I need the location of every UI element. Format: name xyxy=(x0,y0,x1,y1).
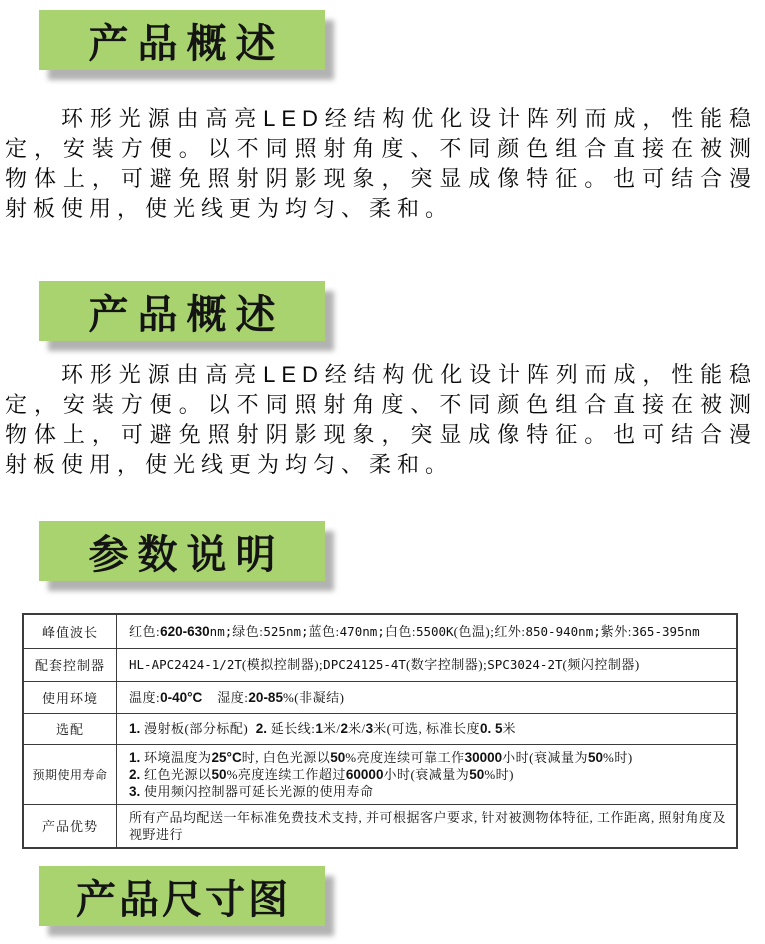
spec-value-segment: 白色: xyxy=(384,623,416,639)
spec-table-row xyxy=(23,744,737,804)
spec-value-segment: 3 xyxy=(365,721,374,736)
spec-value-segment: 使用频闪控制器可延长光源的使用寿命 xyxy=(140,783,374,799)
spec-row-value xyxy=(117,804,738,848)
spec-value-segment: 25°C xyxy=(211,749,242,765)
section-banner-specs xyxy=(39,521,325,581)
section-banner-overview-2 xyxy=(39,281,325,341)
spec-value-segment: 所有产品均配送一年标准免费技术支持, 并可根据客户要求, 针对被测物体特征, 工作距离, 照射角度及视野进行 xyxy=(129,809,727,842)
spec-value-line xyxy=(129,689,728,706)
spec-row-value xyxy=(117,614,738,648)
spec-value-segment: 环境温度为 xyxy=(140,749,212,765)
spec-value-segment: 20-85 xyxy=(248,689,283,705)
spec-table-row xyxy=(23,681,737,713)
spec-value-segment: 50 xyxy=(211,766,227,782)
spec-table-body xyxy=(23,614,737,848)
spec-row-label: 预期使用寿命 xyxy=(23,744,117,804)
section-title-overview-1: 产品概述 xyxy=(88,21,285,66)
spec-value-segment: 红色: xyxy=(129,623,161,639)
spec-value-segment: (频闪控制器) xyxy=(562,657,640,672)
spec-value-segment: %时) xyxy=(603,749,633,765)
spec-value-segment: 米/ xyxy=(347,721,366,736)
overview-paragraph-1: 环形光源由高亮LED经结构优化设计阵列而成，性能稳定，安装方便。以不同照射角度、不同颜色组合直接在被测物体上，可避免照射阴影现象，突显成像特征。也可结合漫射板使用，使光线更为均匀、柔和。 xyxy=(5,106,757,221)
spec-value-segment: 湿度: xyxy=(202,689,249,705)
spec-value-segment: 2 xyxy=(340,721,348,736)
section-title-dimensions: 产品尺寸图 xyxy=(76,877,291,922)
spec-value-segment: %亮度连续可靠工作 xyxy=(345,749,465,765)
spec-row-label: 峰值波长 xyxy=(23,614,117,648)
spec-value-segment: 620-630 xyxy=(160,623,210,639)
spec-value-line xyxy=(129,783,728,800)
spec-row-label: 产品优势 xyxy=(23,804,117,848)
spec-value-segment: 米/ xyxy=(322,721,341,736)
spec-value-segment: 0. 5 xyxy=(479,721,503,736)
spec-value-line xyxy=(129,809,728,843)
spec-value-segment: (色温); xyxy=(453,623,495,639)
spec-value-segment: (数字控制器); xyxy=(405,657,488,672)
overview-paragraph-2: 环形光源由高亮LED经结构优化设计阵列而成，性能稳定，安装方便。以不同照射角度、不同颜色组合直接在被测物体上，可避免照射阴影现象，突显成像特征。也可结合漫射板使用，使光线更为均匀、柔和。 xyxy=(5,362,757,477)
spec-value-segment: 紫外: xyxy=(600,623,632,639)
spec-value-segment: %(非凝结) xyxy=(282,689,345,705)
spec-value-segment: 时, 白色光源以 xyxy=(241,749,331,765)
spec-value-segment: 60000 xyxy=(345,766,384,782)
spec-value-segment: 850-940nm; xyxy=(525,623,601,639)
spec-value-line xyxy=(129,623,728,640)
spec-value-segment: 漫射板(部分标配) xyxy=(140,721,256,736)
spec-value-segment: 蓝色: xyxy=(308,623,340,639)
spec-value-segment: 1. xyxy=(129,721,141,736)
spec-table-row xyxy=(23,648,737,681)
spec-value-segment: 2. xyxy=(129,766,141,782)
spec-table-row xyxy=(23,713,737,744)
spec-value-segment: 红色光源以 xyxy=(140,766,212,782)
spec-row-label: 选配 xyxy=(23,713,117,744)
spec-value-segment: %亮度连续工作超过 xyxy=(226,766,346,782)
spec-row-value xyxy=(117,744,738,804)
spec-row-value xyxy=(117,713,738,744)
section-title-specs: 参数说明 xyxy=(88,532,285,577)
section-banner-overview-1 xyxy=(39,10,325,70)
spec-row-value xyxy=(117,681,738,713)
spec-value-segment: SPC3024-2T xyxy=(487,657,563,672)
spec-value-segment: %时) xyxy=(484,766,514,782)
spec-value-segment: 5500K xyxy=(415,623,454,639)
spec-value-segment: 525nm; xyxy=(263,623,309,639)
spec-value-segment: 米(可选, 标准长度 xyxy=(373,721,480,736)
spec-value-segment: 50 xyxy=(469,766,485,782)
spec-value-segment: DPC24125-4T xyxy=(323,657,406,672)
spec-value-line xyxy=(129,766,728,783)
spec-row-label: 配套控制器 xyxy=(23,648,117,681)
spec-value-segment: 50 xyxy=(587,749,604,765)
spec-value-line xyxy=(129,656,728,673)
spec-value-segment: 小时(衰减量为 xyxy=(383,766,470,782)
spec-value-line xyxy=(129,749,728,766)
spec-value-segment: 3. xyxy=(129,783,141,799)
section-banner-dimensions xyxy=(39,866,325,926)
spec-value-segment: 小时(衰减量为 xyxy=(502,749,588,765)
spec-value-segment: (模拟控制器); xyxy=(241,657,324,672)
spec-value-segment: 470nm; xyxy=(339,623,385,639)
spec-value-segment: 50 xyxy=(330,749,346,765)
spec-value-segment: 绿色: xyxy=(232,623,264,639)
spec-value-segment: 米 xyxy=(502,721,517,736)
spec-value-segment: 红外: xyxy=(494,623,526,639)
spec-value-segment: 30000 xyxy=(464,749,503,765)
spec-table-row xyxy=(23,614,737,648)
spec-value-segment: 0-40°C xyxy=(160,689,203,705)
section-title-overview-2: 产品概述 xyxy=(88,292,285,337)
spec-value-segment: 温度: xyxy=(129,689,161,705)
spec-table-row xyxy=(23,804,737,848)
spec-row-label: 使用环境 xyxy=(23,681,117,713)
spec-value-segment: 1 xyxy=(315,721,323,736)
spec-table xyxy=(22,613,738,849)
spec-value-segment: 延长线: xyxy=(266,721,316,736)
spec-value-segment: HL-APC2424-1/2T xyxy=(129,657,242,672)
spec-value-segment: 2. xyxy=(255,721,267,736)
spec-value-segment: 365-395nm xyxy=(631,623,700,639)
spec-row-value xyxy=(117,648,738,681)
spec-value-line xyxy=(129,720,728,737)
spec-value-segment: nm; xyxy=(209,623,233,639)
spec-value-segment: 1. xyxy=(129,749,141,765)
